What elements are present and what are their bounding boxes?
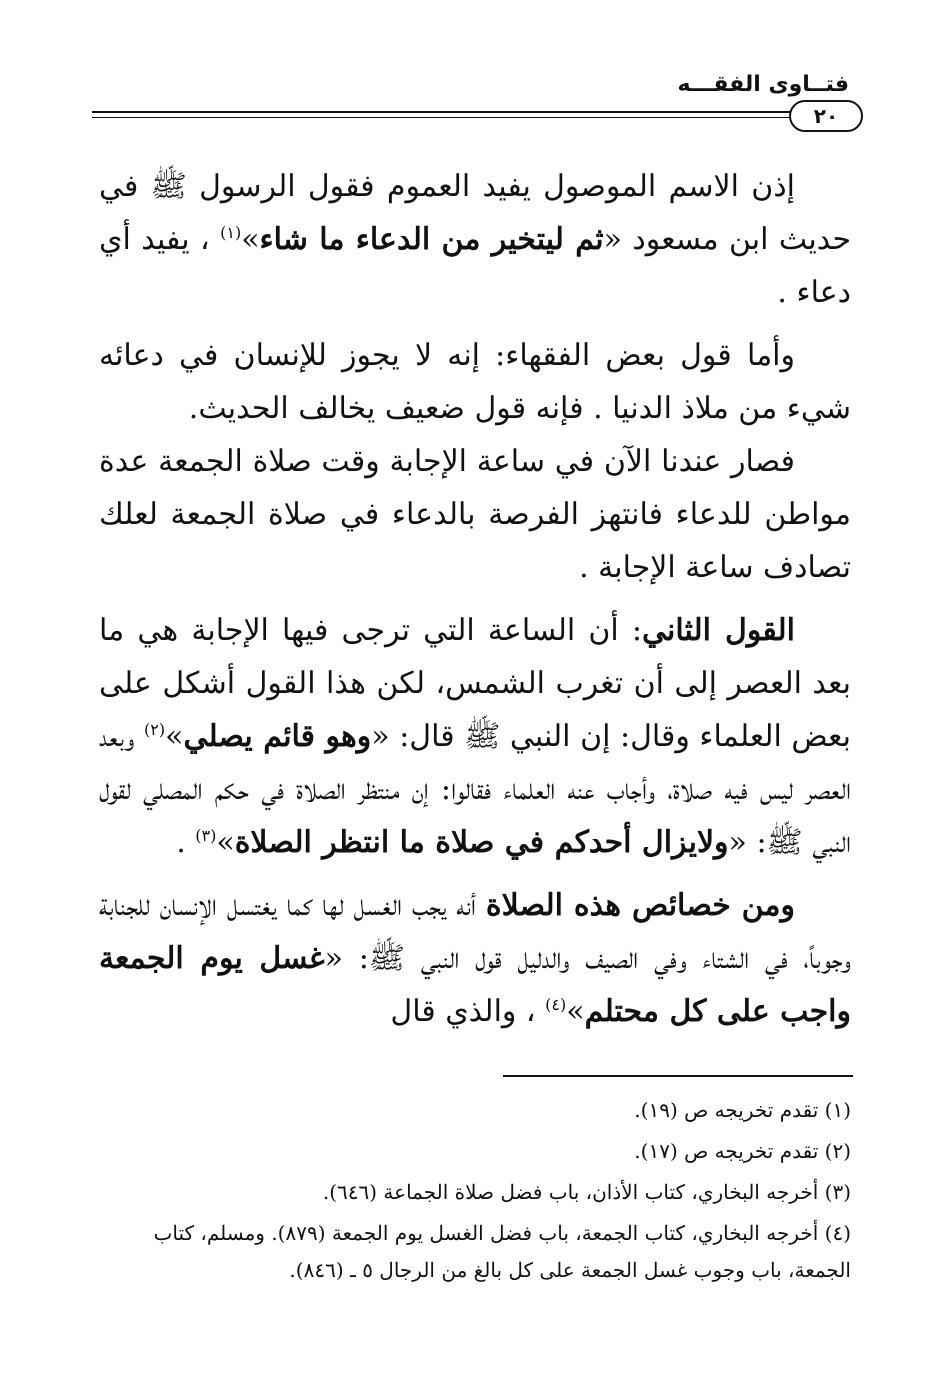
text-run: »	[241, 222, 260, 257]
paragraph-3	[99, 435, 851, 594]
text-run: وأما قول بعض الفقهاء: إنه لا يجوز للإنسان في دعائه شيء من ملاذ الدنيا . فإنه قول ضعيف يخالف الحديث.	[99, 338, 851, 426]
text-run: : أن الساعة التي ترجى فيها الإجابة هي ما بعد العصر إلى أن تغرب الشمس، لكن هذا القول أشكل على بعض العلماء وقال: إن النبي ﷺ قال: «	[99, 613, 851, 754]
text-run: ، والذي قال	[390, 994, 546, 1029]
footnote-1: (١) تقدم تخريجه ص (١٩).	[634, 1098, 851, 1122]
footnote-4: (٤) أخرجه البخاري، كتاب الجمعة، باب فضل الغسل يوم الجمعة (٨٧٩). ومسلم، كتاب الجمعة، باب وجوب غسل الجمعة على كل بالغ من الرجال ٥ ـ (٨٤٦).	[153, 1221, 851, 1282]
text-run: .	[176, 825, 196, 860]
paragraph-5	[99, 879, 851, 1038]
text-run: »	[165, 719, 184, 754]
running-title: فتــاوى الفقـــه	[677, 72, 849, 97]
text-run: إذن الاسم الموصول يفيد العموم فقول الرسول ﷺ في حديث ابن مسعود «	[99, 169, 852, 257]
footnotes	[99, 1092, 851, 1293]
section-term: ومن خصائص هذه الصلاة	[485, 888, 795, 923]
text-run: وبعد العصر ليس فيه صلاة، وأجاب عنه العلماء فقالوا: إن منتظر الصلاة في حكم المصلي لقول النبي ﷺ: «	[99, 719, 851, 860]
page-header	[0, 0, 949, 140]
footnote-separator	[503, 1075, 853, 1077]
paragraph-2	[99, 329, 851, 435]
footnote-2: (٢) تقدم تخريجه ص (١٧).	[634, 1139, 851, 1163]
text-run: ، يفيد أي دعاء .	[99, 222, 851, 310]
footnote-ref: (٣)	[195, 826, 217, 845]
footnote-ref: (٤)	[545, 995, 567, 1014]
page-number: ٢٠	[789, 100, 863, 132]
hadith-quote: ولايزال أحدكم في صلاة ما انتظر الصلاة	[234, 825, 729, 860]
footnote-ref: (١)	[220, 223, 242, 242]
main-text	[99, 160, 851, 1048]
hadith-quote: ثم ليتخير من الدعاء ما شاء	[259, 222, 604, 257]
paragraph-4	[99, 604, 851, 869]
text-run: أنه يجب الغسل لها كما يغتسل الإنسان للجنابة وجوباً، في الشتاء وفي الصيف والدليل قول النبي ﷺ: «	[99, 888, 851, 976]
footnote-3: (٣) أخرجه البخاري، كتاب الأذان، باب فضل صلاة الجماعة (٦٤٦).	[322, 1180, 851, 1204]
header-rule-thin	[92, 117, 814, 118]
header-rule	[92, 111, 814, 113]
hadith-quote: وهو قائم يصلي	[183, 719, 372, 754]
text-run: فصار عندنا الآن في ساعة الإجابة وقت صلاة الجمعة عدة مواطن للدعاء فانتهز الفرصة بالدعاء في صلاة الجمعة لعلك تصادف ساعة الإجابة .	[99, 444, 851, 585]
text-run: »	[566, 994, 585, 1029]
text-run: »	[216, 825, 235, 860]
paragraph-1	[99, 160, 851, 319]
hadith-quote: غسل يوم الجمعة واجب على كل محتلم	[99, 941, 851, 1029]
footnote-ref: (٢)	[144, 720, 166, 739]
section-term: القول الثاني	[641, 613, 795, 648]
